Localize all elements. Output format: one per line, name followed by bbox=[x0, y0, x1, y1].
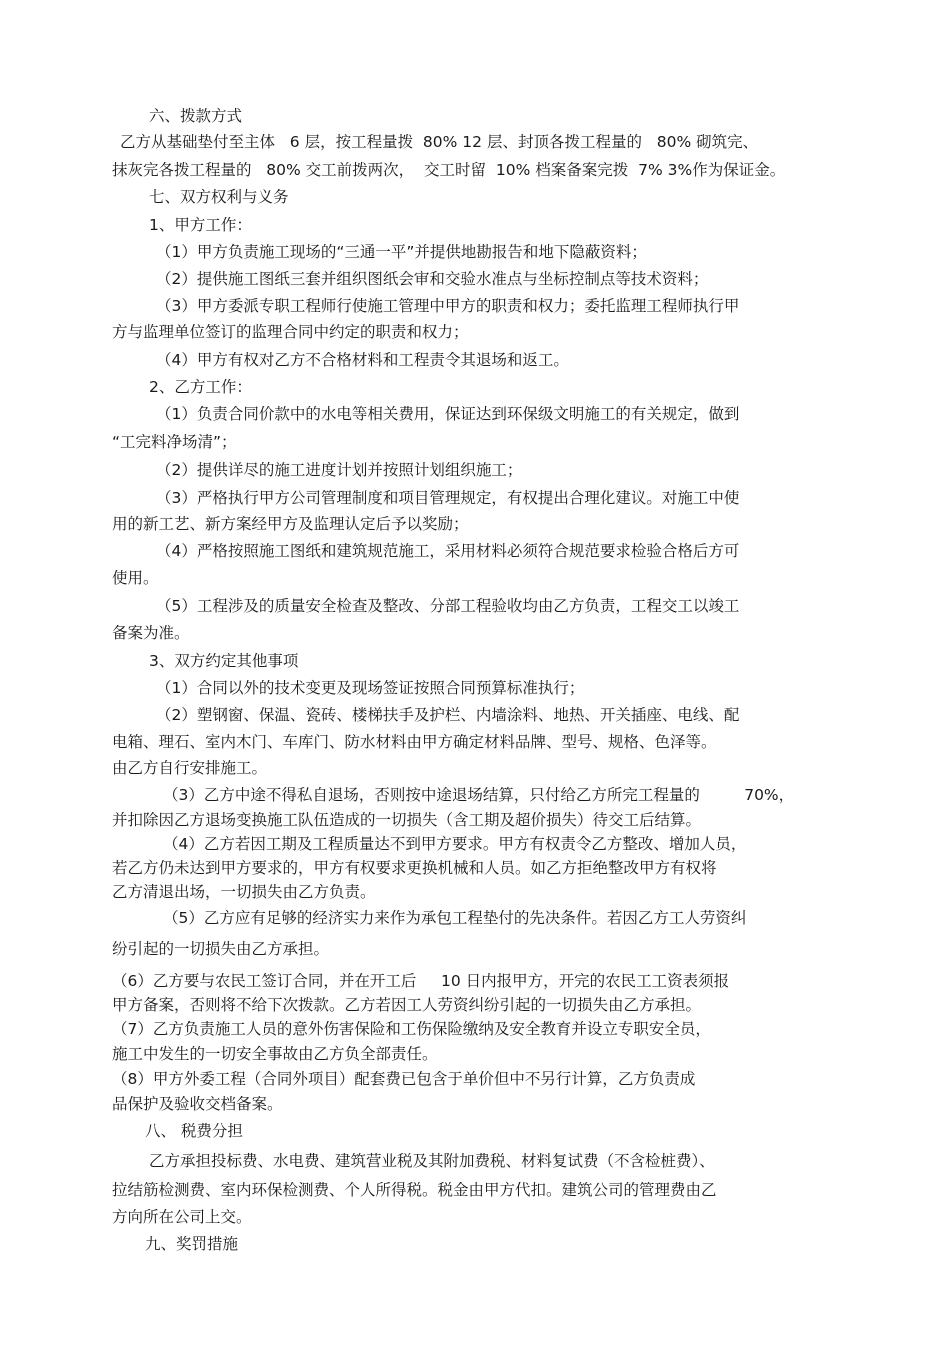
list-item-continuation: 乙方清退出场，一切损失由乙方负责。 bbox=[112, 883, 376, 901]
subsection-heading-party-a: 1、甲方工作： bbox=[149, 216, 252, 234]
list-item: （1）负责合同价款中的水电等相关费用，保证达到环保级文明施工的有关规定，做到 bbox=[156, 405, 740, 423]
list-item: （1）甲方负责施工现场的“三通一平”并提供地勘报告和地下隐蔽资料； bbox=[156, 243, 647, 261]
list-item: （4）乙方若因工期及工程质量达不到甲方要求。甲方有权责令乙方整改、增加人员， bbox=[163, 835, 747, 853]
list-item-continuation: 甲方备案，否则将不给下次拨款。乙方若因工人劳资纠纷引起的一切损失由乙方承担。 bbox=[112, 996, 702, 1014]
list-item-continuation: 使用。 bbox=[112, 569, 159, 587]
list-item-continuation: 若乙方仍未达到甲方要求的，甲方有权要求更换机械和人员。如乙方拒绝整改甲方有权将 bbox=[112, 859, 717, 877]
paragraph-line: 方向所在公司上交。 bbox=[112, 1208, 252, 1226]
list-item-continuation: 方与监理单位签订的监理合同中约定的职责和权力； bbox=[112, 323, 469, 341]
section-heading-payment-method: 六、拨款方式 bbox=[149, 107, 243, 125]
subsection-heading-other-matters: 3、双方约定其他事项 bbox=[149, 652, 299, 670]
list-item-continuation: 品保护及验收交档备案。 bbox=[112, 1095, 283, 1113]
list-item: （1）合同以外的技术变更及现场签证按照合同预算标准执行； bbox=[156, 679, 585, 697]
list-item: （2）塑钢窗、保温、瓷砖、楼梯扶手及护栏、内墙涂料、地热、开关插座、电线、配 bbox=[156, 706, 740, 724]
section-heading-rights-obligations: 七、双方权利与义务 bbox=[149, 188, 289, 206]
section-heading-rewards-penalties: 九、奖罚措施 bbox=[145, 1235, 239, 1253]
list-item: （3）严格执行甲方公司管理制度和项目管理规定，有权提出合理化建议。对施工中使 bbox=[156, 489, 740, 507]
list-item: （5）工程涉及的质量安全检查及整改、分部工程验收均由乙方负责，工程交工以竣工 bbox=[156, 597, 740, 615]
list-item-continuation: 纷引起的一切损失由乙方承担。 bbox=[112, 940, 330, 958]
list-item: （6）乙方要与农民工签订合同，并在开工后 10 日内报甲方，开完的农民工工资表须报 bbox=[112, 972, 730, 990]
list-item-continuation: 施工中发生的一切安全事故由乙方负全部责任。 bbox=[112, 1045, 438, 1063]
list-item: （7）乙方负责施工人员的意外伤害保险和工伤保险缴纳及安全教育并设立专职安全员， bbox=[112, 1020, 711, 1038]
paragraph-line: 乙方承担投标费、水电费、建筑营业税及其附加费税、材料复试费（不含检桩费）、 bbox=[149, 1152, 715, 1170]
list-item: （2）提供详尽的施工进度计划并按照计划组织施工； bbox=[156, 461, 523, 479]
list-item: （5）乙方应有足够的经济实力来作为承包工程垫付的先决条件。若因乙方工人劳资纠 bbox=[163, 909, 747, 927]
paragraph-line: 抹灰完各拨工程量的 80% 交工前拨两次， 交工时留 10% 档案备案完拨 7% 3%作为保证金。 bbox=[112, 161, 786, 179]
list-item: （3）乙方中途不得私自退场，否则按中途退场结算，只付给乙方所完工程量的 70%， bbox=[163, 786, 795, 804]
list-item-continuation: 电箱、理石、室内木门、车库门、防水材料由甲方确定材料品牌、型号、规格、色泽等。 bbox=[112, 733, 717, 751]
list-item-continuation: “工完料净场清”； bbox=[112, 433, 237, 451]
paragraph-line: 乙方从基础垫付至主体 6 层，按工程量拨 80% 12 层、封顶各拨工程量的 80% 砌筑完、 bbox=[120, 133, 759, 151]
list-item-continuation: 由乙方自行安排施工。 bbox=[112, 759, 268, 777]
section-heading-tax-sharing: 八、 税费分担 bbox=[145, 1122, 243, 1140]
list-item-continuation: 用的新工艺、新方案经甲方及监理认定后予以奖励； bbox=[112, 515, 469, 533]
list-item: （3）甲方委派专职工程师行使施工管理中甲方的职责和权力；委托监理工程师执行甲 bbox=[156, 297, 740, 315]
paragraph-line: 拉结筋检测费、室内环保检测费、个人所得税。税金由甲方代扣。建筑公司的管理费由乙 bbox=[112, 1181, 717, 1199]
list-item: （8）甲方外委工程（合同外项目）配套费已包含于单价但中不另行计算，乙方负责成 bbox=[112, 1070, 696, 1088]
subsection-heading-party-b: 2、乙方工作： bbox=[149, 378, 252, 396]
list-item-continuation: 并扣除因乙方退场变换施工队伍造成的一切损失（含工期及超价损失）待交工后结算。 bbox=[112, 811, 702, 829]
list-item-continuation: 备案为准。 bbox=[112, 624, 190, 642]
list-item: （4）甲方有权对乙方不合格材料和工程责令其退场和返工。 bbox=[156, 351, 569, 369]
list-item: （4）严格按照施工图纸和建筑规范施工，采用材料必须符合规范要求检验合格后方可 bbox=[156, 542, 740, 560]
list-item: （2）提供施工图纸三套并组织图纸会审和交验水准点与坐标控制点等技术资料； bbox=[156, 270, 709, 288]
